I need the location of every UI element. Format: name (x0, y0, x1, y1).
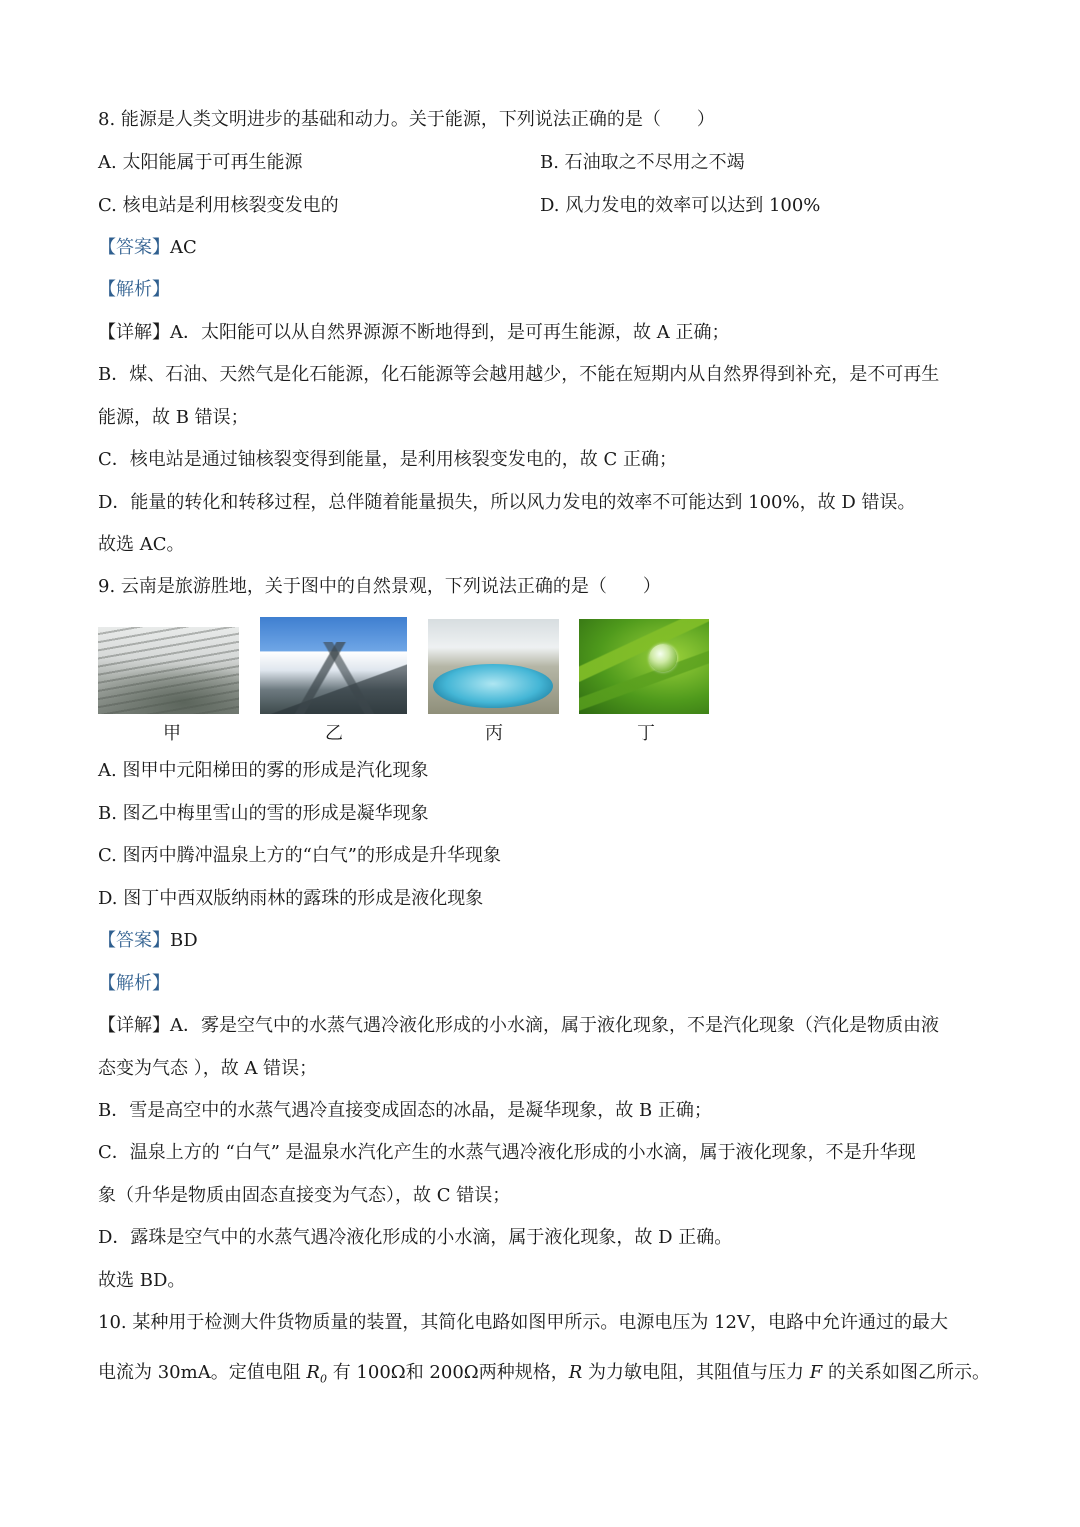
q9-answer-tag: 【答案】 (98, 930, 170, 951)
resistor-r-symbol: R (568, 1362, 583, 1383)
r0-subscript: 0 (319, 1372, 327, 1386)
q9-detail-b: B．雪是高空中的水蒸气遇冷直接变成固态的冰晶，是凝华现象，故 B 正确； (98, 1100, 712, 1121)
q9-stem: 9. 云南是旅游胜地，关于图中的自然景观，下列说法正确的是（ ） (98, 576, 661, 597)
q9-conclusion: 故选 BD。 (98, 1270, 186, 1291)
q8-detail-c: C．核电站是通过铀核裂变得到能量，是利用核裂变发电的，故 C 正确； (98, 449, 677, 470)
photo-yi-snow-mountain (260, 617, 407, 714)
q8-answer-tag: 【答案】 (98, 237, 170, 258)
caption-ding: 丁 (637, 723, 655, 744)
q9-detail-c-line2: 象（升华是物质由固态直接变为气态），故 C 错误； (98, 1185, 511, 1206)
q8-detail-b-line2: 能源，故 B 错误； (98, 407, 249, 428)
q9-detail-d: D．露珠是空气中的水蒸气遇冷液化形成的小水滴，属于液化现象，故 D 正确。 (98, 1227, 733, 1248)
q10-text-a: 电流为 30mA。定值电阻 (98, 1362, 307, 1383)
q8-stem: 8. 能源是人类文明进步的基础和动力。关于能源，下列说法正确的是（ ） (98, 109, 715, 130)
force-f-symbol: F (809, 1362, 823, 1383)
photo-jia-misty-terraces (98, 627, 239, 714)
q8-detail-a-text: A．太阳能可以从自然界源源不断地得到，是可再生能源，故 A 正确； (170, 322, 730, 343)
q9-detail-a-text: A．雾是空气中的水蒸气遇冷液化形成的小水滴，属于液化现象，不是汽化现象（汽化是物质由液 (170, 1015, 939, 1036)
photo-bing-hot-spring (428, 619, 559, 714)
photo-ding-dew-drop (579, 619, 709, 714)
resistor-r0-symbol (306, 1362, 327, 1386)
q8-detail-a (98, 321, 988, 345)
q8-option-a: A. 太阳能属于可再生能源 (98, 152, 303, 173)
q9-detail-a-line2: 态变为气态 ），故 A 错误； (98, 1058, 318, 1079)
q9-answer (98, 929, 988, 953)
q9-option-c: C. 图丙中腾冲温泉上方的“白气”的形成是升华现象 (98, 845, 501, 866)
q9-option-b: B. 图乙中梅里雪山的雪的形成是凝华现象 (98, 803, 429, 824)
q8-option-c: C. 核电站是利用核裂变发电的 (98, 195, 339, 216)
q9-answer-value: BD (170, 930, 198, 951)
q8-conclusion: 故选 AC。 (98, 534, 185, 555)
q10-stem-line1: 10. 某种用于检测大件货物质量的装置，其简化电路如图甲所示。电源电压为 12V，电路中允许通过的最大 (98, 1312, 948, 1333)
q9-analysis-tag: 【解析】 (98, 973, 170, 994)
q10-text-d: 的关系如图乙所示。 (822, 1362, 990, 1383)
q9-option-a: A. 图甲中元阳梯田的雾的形成是汽化现象 (98, 760, 429, 781)
q8-option-b: B. 石油取之不尽用之不竭 (540, 152, 745, 173)
q9-detail-c-line1: C．温泉上方的 “白气” 是温泉水汽化产生的水蒸气遇冷液化形成的小水滴，属于液化现象，不是升华现 (98, 1142, 916, 1163)
q10-text-b: 有 100Ω和 200Ω两种规格， (326, 1362, 569, 1383)
q9-detail-a-line1 (98, 1014, 988, 1038)
q8-detail-b-line1: B．煤、石油、天然气是化石能源，化石能源等会越用越少，不能在短期内从自然界得到补充，是不可再生 (98, 364, 940, 385)
caption-bing: 丙 (485, 723, 503, 744)
q8-option-d: D. 风力发电的效率可以达到 100% (540, 195, 821, 216)
q9-detail-tag: 【详解】 (98, 1015, 170, 1036)
caption-jia: 甲 (163, 723, 181, 744)
q8-detail-d: D．能量的转化和转移过程，总伴随着能量损失，所以风力发电的效率不可能达到 100%，故 D 错误。 (98, 492, 916, 513)
q9-option-d: D. 图丁中西双版纳雨林的露珠的形成是液化现象 (98, 888, 484, 909)
q10-stem-line2 (98, 1361, 988, 1392)
q8-answer (98, 236, 988, 260)
caption-yi: 乙 (325, 723, 343, 744)
q8-detail-tag: 【详解】 (98, 322, 170, 343)
q8-analysis-tag: 【解析】 (98, 279, 170, 300)
q10-text-c: 为力敏电阻，其阻值与压力 (582, 1362, 810, 1383)
r0-letter: R (306, 1362, 320, 1383)
q8-answer-value: AC (170, 237, 197, 258)
